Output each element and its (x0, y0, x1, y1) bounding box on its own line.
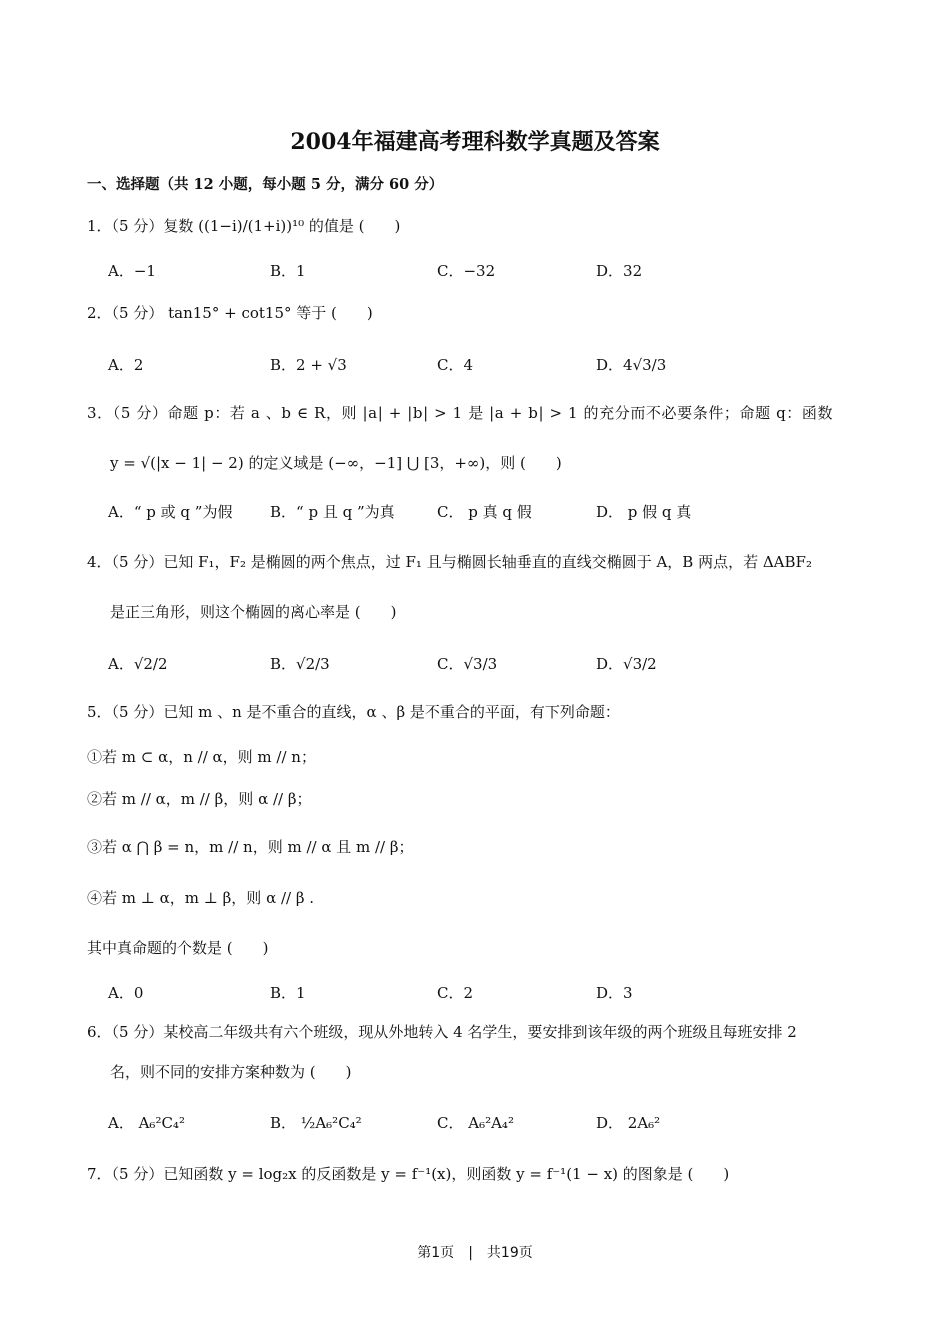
q5-proposition-2: ②若 m // α，m // β，则 α // β； (87, 790, 312, 808)
q2-option-a: A．2 (108, 356, 144, 374)
page-title: 2004年福建高考理科数学真题及答案 (290, 129, 660, 155)
q4-option-a: A．√2/2 (108, 655, 168, 673)
q6-option-a: A． A₆²C₄² (108, 1114, 185, 1132)
q3-option-c: C． p 真 q 假 (437, 503, 532, 521)
q2-option-d: D．4√3/3 (596, 356, 667, 374)
q1-option-a: A．−1 (108, 262, 156, 280)
question-6-stem: 6．（5 分）某校高二年级共有六个班级，现从外地转入 4 名学生，要安排到该年级的两个班级且每班安排 2 (87, 1023, 797, 1041)
q1-option-d: D．32 (596, 262, 643, 280)
q2-option-b: B．2 + √3 (270, 356, 347, 374)
q5-option-c: C．2 (437, 984, 474, 1002)
question-3-stem-cont: y = √(|x − 1| − 2) 的定义域是 (−∞，−1] ⋃ [3，+∞)，则 ( ) (110, 454, 562, 472)
q3-option-d: D． p 假 q 真 (596, 503, 692, 521)
question-5-stem-cont: 其中真命题的个数是 ( ) (87, 939, 269, 957)
q3-option-a: A．“ p 或 q ”为假 (108, 503, 233, 521)
q5-option-b: B．1 (270, 984, 306, 1002)
question-4-stem: 4．（5 分）已知 F₁，F₂ 是椭圆的两个焦点，过 F₁ 且与椭圆长轴垂直的直线交椭圆于 A，B 两点，若 ΔABF₂ (87, 553, 812, 571)
q5-proposition-3: ③若 α ⋂ β = n，m // n，则 m // α 且 m // β； (87, 838, 414, 856)
question-1-stem: 1．（5 分）复数 ((1−i)/(1+i))¹⁰ 的值是 ( ) (87, 217, 401, 235)
q5-option-d: D．3 (596, 984, 633, 1002)
question-7-stem: 7．（5 分）已知函数 y = log₂x 的反函数是 y = f⁻¹(x)，则函数 y = f⁻¹(1 − x) 的图象是 ( ) (87, 1165, 730, 1183)
page-footer: 第1页 | 共19页 (417, 1245, 533, 1261)
q4-option-d: D．√3/2 (596, 655, 657, 673)
q6-option-c: C． A₆²A₄² (437, 1114, 514, 1132)
page-total: 共19页 (486, 1245, 533, 1261)
question-5-stem: 5．（5 分）已知 m 、n 是不重合的直线，α 、β 是不重合的平面，有下列命题： (87, 703, 620, 721)
question-4-stem-cont: 是正三角形，则这个椭圆的离心率是 ( ) (110, 603, 397, 621)
q5-option-a: A．0 (108, 984, 144, 1002)
section-heading: 一、选择题（共 12 小题，每小题 5 分，满分 60 分） (87, 176, 444, 193)
page-number: 第1页 (417, 1245, 455, 1261)
question-2-stem: 2．（5 分） tan15° + cot15° 等于 ( ) (87, 304, 373, 322)
q6-option-b: B． ½A₆²C₄² (270, 1114, 362, 1132)
q4-option-b: B．√2/3 (270, 655, 330, 673)
q1-option-b: B．1 (270, 262, 306, 280)
q5-proposition-4: ④若 m ⊥ α，m ⊥ β，则 α // β . (87, 889, 315, 907)
q4-option-c: C．√3/3 (437, 655, 498, 673)
q6-option-d: D． 2A₆² (596, 1114, 661, 1132)
q2-option-c: C．4 (437, 356, 474, 374)
q5-proposition-1: ①若 m ⊂ α，n // α，则 m // n； (87, 748, 316, 766)
question-3-stem: 3．（5 分）命题 p：若 a 、b ∈ R，则 |a| + |b| > 1 是 |a + b| > 1 的充分而不必要条件；命题 q：函数 (87, 404, 834, 422)
question-6-stem-cont: 名，则不同的安排方案种数为 ( ) (110, 1063, 352, 1081)
q3-option-b: B．“ p 且 q ”为真 (270, 503, 395, 521)
q1-option-c: C．−32 (437, 262, 496, 280)
